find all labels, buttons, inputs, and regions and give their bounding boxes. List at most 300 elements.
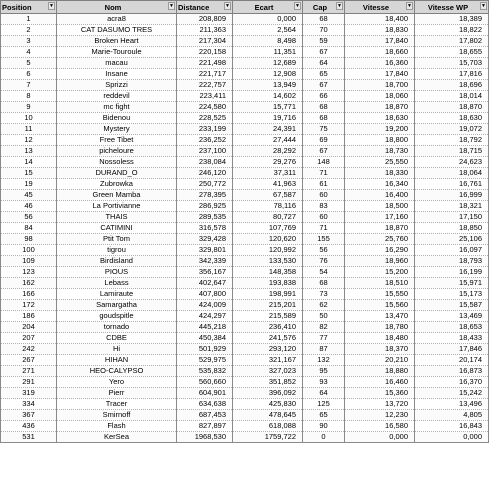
name-cell[interactable]: THAIS — [57, 212, 177, 223]
vitesse-wp-cell[interactable]: 18,793 — [415, 256, 489, 267]
cap-cell[interactable]: 73 — [303, 289, 345, 300]
filter-dropdown-icon[interactable]: ▼ — [295, 3, 300, 9]
position-cell[interactable]: 5 — [1, 58, 57, 69]
distance-cell[interactable]: 221,717 — [177, 69, 233, 80]
ecart-cell[interactable]: 27,444 — [233, 135, 303, 146]
name-cell[interactable]: Free Tibet — [57, 135, 177, 146]
distance-cell[interactable]: 211,363 — [177, 25, 233, 36]
vitesse-wp-cell[interactable]: 16,199 — [415, 267, 489, 278]
vitesse-wp-cell[interactable]: 18,822 — [415, 25, 489, 36]
ecart-cell[interactable]: 24,391 — [233, 124, 303, 135]
position-cell[interactable]: 19 — [1, 179, 57, 190]
name-cell[interactable]: Pierr — [57, 388, 177, 399]
vitesse-cell[interactable]: 0,000 — [345, 432, 415, 443]
cap-cell[interactable]: 59 — [303, 36, 345, 47]
vitesse-cell[interactable]: 13,720 — [345, 399, 415, 410]
table-row — [1, 432, 489, 443]
vitesse-cell[interactable]: 16,580 — [345, 421, 415, 432]
table-row — [1, 179, 489, 190]
name-cell[interactable]: CAT DASUMO TRES — [57, 25, 177, 36]
name-cell[interactable]: acra8 — [57, 14, 177, 25]
cap-cell[interactable]: 65 — [303, 410, 345, 421]
distance-cell[interactable]: 424,297 — [177, 311, 233, 322]
name-cell[interactable]: La Portivianne — [57, 201, 177, 212]
position-cell[interactable]: 8 — [1, 91, 57, 102]
distance-cell[interactable]: 289,535 — [177, 212, 233, 223]
cap-cell[interactable]: 69 — [303, 135, 345, 146]
name-cell[interactable]: PIOUS — [57, 267, 177, 278]
name-cell[interactable]: Samargatha — [57, 300, 177, 311]
vitesse-wp-cell[interactable]: 15,971 — [415, 278, 489, 289]
name-cell[interactable]: Lebass — [57, 278, 177, 289]
distance-cell[interactable]: 233,199 — [177, 124, 233, 135]
name-cell[interactable]: picheloure — [57, 146, 177, 157]
column-header-distance[interactable] — [177, 1, 233, 14]
cap-cell[interactable]: 65 — [303, 69, 345, 80]
position-cell[interactable]: 242 — [1, 344, 57, 355]
vitesse-wp-cell[interactable]: 18,850 — [415, 223, 489, 234]
name-cell[interactable]: tigrou — [57, 245, 177, 256]
table-row — [1, 399, 489, 410]
name-cell[interactable]: Bidenou — [57, 113, 177, 124]
table-body — [1, 14, 489, 443]
ecart-cell[interactable]: 15,771 — [233, 102, 303, 113]
position-cell[interactable]: 13 — [1, 146, 57, 157]
position-cell[interactable]: 45 — [1, 190, 57, 201]
vitesse-cell[interactable]: 12,230 — [345, 410, 415, 421]
distance-cell[interactable]: 224,580 — [177, 102, 233, 113]
cap-cell[interactable]: 68 — [303, 278, 345, 289]
cap-cell[interactable]: 82 — [303, 322, 345, 333]
vitesse-cell[interactable]: 18,960 — [345, 256, 415, 267]
cap-cell[interactable]: 90 — [303, 421, 345, 432]
distance-cell[interactable]: 342,339 — [177, 256, 233, 267]
position-cell[interactable]: 46 — [1, 201, 57, 212]
vitesse-wp-cell[interactable]: 18,792 — [415, 135, 489, 146]
cap-cell[interactable]: 64 — [303, 388, 345, 399]
ecart-cell[interactable]: 236,410 — [233, 322, 303, 333]
position-cell[interactable]: 7 — [1, 80, 57, 91]
distance-cell[interactable]: 250,772 — [177, 179, 233, 190]
position-cell[interactable]: 100 — [1, 245, 57, 256]
name-cell[interactable]: CDBE — [57, 333, 177, 344]
filter-dropdown-icon[interactable]: ▼ — [337, 3, 342, 9]
vitesse-cell[interactable]: 17,160 — [345, 212, 415, 223]
position-cell[interactable]: 367 — [1, 410, 57, 421]
cap-cell[interactable]: 50 — [303, 311, 345, 322]
position-cell[interactable]: 436 — [1, 421, 57, 432]
ecart-cell[interactable]: 215,201 — [233, 300, 303, 311]
position-cell[interactable]: 84 — [1, 223, 57, 234]
ecart-cell[interactable]: 11,351 — [233, 47, 303, 58]
table-row — [1, 322, 489, 333]
cap-cell[interactable]: 61 — [303, 179, 345, 190]
cap-cell[interactable]: 75 — [303, 124, 345, 135]
vitesse-cell[interactable]: 16,290 — [345, 245, 415, 256]
name-cell[interactable]: Yero — [57, 377, 177, 388]
name-cell[interactable]: Lamiraute — [57, 289, 177, 300]
distance-cell[interactable]: 329,801 — [177, 245, 233, 256]
ecart-cell[interactable]: 0,000 — [233, 14, 303, 25]
position-cell[interactable]: 267 — [1, 355, 57, 366]
cap-cell[interactable]: 62 — [303, 300, 345, 311]
vitesse-cell[interactable]: 15,200 — [345, 267, 415, 278]
ecart-cell[interactable]: 120,620 — [233, 234, 303, 245]
ecart-cell[interactable]: 396,092 — [233, 388, 303, 399]
vitesse-wp-cell[interactable]: 16,097 — [415, 245, 489, 256]
distance-cell[interactable]: 501,929 — [177, 344, 233, 355]
cap-cell[interactable]: 60 — [303, 190, 345, 201]
distance-cell[interactable]: 445,218 — [177, 322, 233, 333]
filter-dropdown-icon[interactable]: ▼ — [49, 3, 54, 9]
position-cell[interactable]: 4 — [1, 47, 57, 58]
position-cell[interactable]: 15 — [1, 168, 57, 179]
cap-cell[interactable]: 67 — [303, 80, 345, 91]
distance-cell[interactable]: 424,009 — [177, 300, 233, 311]
filter-dropdown-icon[interactable]: ▼ — [481, 3, 486, 9]
ecart-cell[interactable]: 78,116 — [233, 201, 303, 212]
distance-cell[interactable]: 221,498 — [177, 58, 233, 69]
name-cell[interactable]: macau — [57, 58, 177, 69]
ecart-cell[interactable]: 107,769 — [233, 223, 303, 234]
cap-cell[interactable]: 68 — [303, 102, 345, 113]
ecart-cell[interactable]: 28,292 — [233, 146, 303, 157]
ecart-cell[interactable]: 13,949 — [233, 80, 303, 91]
distance-cell[interactable]: 228,525 — [177, 113, 233, 124]
vitesse-cell[interactable]: 16,360 — [345, 58, 415, 69]
distance-cell[interactable]: 220,158 — [177, 47, 233, 58]
vitesse-cell[interactable]: 16,340 — [345, 179, 415, 190]
vitesse-wp-cell[interactable]: 19,072 — [415, 124, 489, 135]
vitesse-cell[interactable]: 20,210 — [345, 355, 415, 366]
position-cell[interactable]: 11 — [1, 124, 57, 135]
ecart-cell[interactable]: 198,991 — [233, 289, 303, 300]
vitesse-cell[interactable]: 15,550 — [345, 289, 415, 300]
vitesse-cell[interactable]: 18,330 — [345, 168, 415, 179]
ecart-cell[interactable]: 12,908 — [233, 69, 303, 80]
ecart-cell[interactable]: 67,587 — [233, 190, 303, 201]
vitesse-cell[interactable]: 18,800 — [345, 135, 415, 146]
name-cell[interactable]: HEO-CALYPSO — [57, 366, 177, 377]
name-cell[interactable]: Green Mamba — [57, 190, 177, 201]
position-cell[interactable]: 2 — [1, 25, 57, 36]
position-cell[interactable]: 14 — [1, 157, 57, 168]
vitesse-wp-cell[interactable]: 18,696 — [415, 80, 489, 91]
name-cell[interactable]: Smirnoff — [57, 410, 177, 421]
distance-cell[interactable]: 222,757 — [177, 80, 233, 91]
cap-cell[interactable]: 77 — [303, 333, 345, 344]
position-cell[interactable]: 172 — [1, 300, 57, 311]
cap-cell[interactable]: 155 — [303, 234, 345, 245]
vitesse-wp-cell[interactable]: 18,630 — [415, 113, 489, 124]
distance-cell[interactable]: 246,120 — [177, 168, 233, 179]
cap-cell[interactable]: 68 — [303, 14, 345, 25]
vitesse-wp-cell[interactable]: 18,321 — [415, 201, 489, 212]
column-header-vitesse[interactable] — [345, 1, 415, 14]
ecart-cell[interactable]: 133,530 — [233, 256, 303, 267]
distance-cell[interactable]: 687,453 — [177, 410, 233, 421]
cap-cell[interactable]: 64 — [303, 58, 345, 69]
vitesse-cell[interactable]: 18,730 — [345, 146, 415, 157]
distance-cell[interactable]: 827,897 — [177, 421, 233, 432]
name-cell[interactable]: reddevil — [57, 91, 177, 102]
distance-cell[interactable]: 529,975 — [177, 355, 233, 366]
ecart-cell[interactable]: 2,564 — [233, 25, 303, 36]
ecart-cell[interactable]: 321,167 — [233, 355, 303, 366]
vitesse-wp-cell[interactable]: 16,843 — [415, 421, 489, 432]
distance-cell[interactable]: 278,395 — [177, 190, 233, 201]
vitesse-cell[interactable]: 16,400 — [345, 190, 415, 201]
distance-cell[interactable]: 208,809 — [177, 14, 233, 25]
distance-cell[interactable]: 402,647 — [177, 278, 233, 289]
vitesse-cell[interactable]: 18,660 — [345, 47, 415, 58]
filter-dropdown-icon[interactable]: ▼ — [407, 3, 412, 9]
table-row — [1, 355, 489, 366]
name-cell[interactable]: Ptit Tom — [57, 234, 177, 245]
position-cell[interactable]: 204 — [1, 322, 57, 333]
vitesse-cell[interactable]: 18,480 — [345, 333, 415, 344]
distance-cell[interactable]: 634,638 — [177, 399, 233, 410]
ecart-cell[interactable]: 215,589 — [233, 311, 303, 322]
position-cell[interactable]: 162 — [1, 278, 57, 289]
vitesse-wp-cell[interactable]: 15,242 — [415, 388, 489, 399]
ecart-cell[interactable]: 241,576 — [233, 333, 303, 344]
distance-cell[interactable]: 450,384 — [177, 333, 233, 344]
cap-cell[interactable]: 56 — [303, 245, 345, 256]
table-row — [1, 91, 489, 102]
filter-dropdown-icon[interactable]: ▼ — [169, 3, 174, 9]
position-cell[interactable]: 319 — [1, 388, 57, 399]
vitesse-cell[interactable]: 18,400 — [345, 14, 415, 25]
ecart-cell[interactable]: 478,645 — [233, 410, 303, 421]
vitesse-cell[interactable]: 25,550 — [345, 157, 415, 168]
position-cell[interactable]: 109 — [1, 256, 57, 267]
vitesse-cell[interactable]: 13,470 — [345, 311, 415, 322]
position-cell[interactable]: 3 — [1, 36, 57, 47]
ecart-cell[interactable]: 425,830 — [233, 399, 303, 410]
position-cell[interactable]: 271 — [1, 366, 57, 377]
vitesse-wp-cell[interactable]: 18,653 — [415, 322, 489, 333]
ecart-cell[interactable]: 618,088 — [233, 421, 303, 432]
position-cell[interactable]: 6 — [1, 69, 57, 80]
column-header-position[interactable] — [1, 1, 57, 14]
vitesse-wp-cell[interactable]: 18,389 — [415, 14, 489, 25]
cap-cell[interactable]: 76 — [303, 256, 345, 267]
vitesse-wp-cell[interactable]: 17,150 — [415, 212, 489, 223]
name-cell[interactable]: tornado — [57, 322, 177, 333]
vitesse-wp-cell[interactable]: 24,623 — [415, 157, 489, 168]
distance-cell[interactable]: 236,252 — [177, 135, 233, 146]
column-header-cap[interactable] — [303, 1, 345, 14]
vitesse-cell[interactable]: 18,880 — [345, 366, 415, 377]
distance-cell[interactable]: 1968,530 — [177, 432, 233, 443]
name-cell[interactable]: Nossoless — [57, 157, 177, 168]
position-cell[interactable]: 1 — [1, 14, 57, 25]
name-cell[interactable]: DURAND_O — [57, 168, 177, 179]
vitesse-wp-cell[interactable]: 0,000 — [415, 432, 489, 443]
vitesse-wp-cell[interactable]: 16,999 — [415, 190, 489, 201]
name-cell[interactable]: Sprizzi — [57, 80, 177, 91]
vitesse-cell[interactable]: 18,870 — [345, 223, 415, 234]
distance-cell[interactable]: 560,660 — [177, 377, 233, 388]
name-cell[interactable]: mc fight — [57, 102, 177, 113]
vitesse-wp-cell[interactable]: 13,496 — [415, 399, 489, 410]
table-row — [1, 157, 489, 168]
name-cell[interactable]: Tracer — [57, 399, 177, 410]
ecart-cell[interactable]: 1759,722 — [233, 432, 303, 443]
ecart-cell[interactable]: 29,276 — [233, 157, 303, 168]
cap-cell[interactable]: 68 — [303, 113, 345, 124]
distance-cell[interactable]: 356,167 — [177, 267, 233, 278]
vitesse-wp-cell[interactable]: 15,587 — [415, 300, 489, 311]
cap-cell[interactable]: 71 — [303, 168, 345, 179]
name-cell[interactable]: CATIMINI — [57, 223, 177, 234]
position-cell[interactable]: 9 — [1, 102, 57, 113]
distance-cell[interactable]: 535,832 — [177, 366, 233, 377]
distance-cell[interactable]: 238,084 — [177, 157, 233, 168]
cap-cell[interactable]: 95 — [303, 366, 345, 377]
vitesse-wp-cell[interactable]: 16,761 — [415, 179, 489, 190]
position-cell[interactable]: 98 — [1, 234, 57, 245]
distance-cell[interactable]: 329,428 — [177, 234, 233, 245]
vitesse-cell[interactable]: 17,840 — [345, 36, 415, 47]
vitesse-cell[interactable]: 18,630 — [345, 113, 415, 124]
vitesse-cell[interactable]: 18,510 — [345, 278, 415, 289]
vitesse-wp-cell[interactable]: 18,064 — [415, 168, 489, 179]
ecart-cell[interactable]: 120,992 — [233, 245, 303, 256]
column-header-label: Vitesse WP — [427, 2, 469, 12]
vitesse-cell[interactable]: 18,060 — [345, 91, 415, 102]
distance-cell[interactable]: 237,100 — [177, 146, 233, 157]
vitesse-wp-cell[interactable]: 18,014 — [415, 91, 489, 102]
vitesse-cell[interactable]: 19,200 — [345, 124, 415, 135]
table-row — [1, 245, 489, 256]
name-cell[interactable]: Flash — [57, 421, 177, 432]
vitesse-wp-cell[interactable]: 15,173 — [415, 289, 489, 300]
vitesse-wp-cell[interactable]: 18,655 — [415, 47, 489, 58]
name-cell[interactable]: goudspitle — [57, 311, 177, 322]
cap-cell[interactable]: 66 — [303, 91, 345, 102]
ecart-cell[interactable]: 8,498 — [233, 36, 303, 47]
name-cell[interactable]: HIHAN — [57, 355, 177, 366]
cap-cell[interactable]: 67 — [303, 146, 345, 157]
ecart-cell[interactable]: 193,838 — [233, 278, 303, 289]
vitesse-wp-cell[interactable]: 18,433 — [415, 333, 489, 344]
ecart-cell[interactable]: 14,602 — [233, 91, 303, 102]
position-cell[interactable]: 531 — [1, 432, 57, 443]
ecart-cell[interactable]: 12,689 — [233, 58, 303, 69]
vitesse-wp-cell[interactable]: 17,802 — [415, 36, 489, 47]
distance-cell[interactable]: 286,925 — [177, 201, 233, 212]
distance-cell[interactable]: 217,304 — [177, 36, 233, 47]
column-header-nom[interactable] — [57, 1, 177, 14]
vitesse-cell[interactable]: 15,560 — [345, 300, 415, 311]
ecart-cell[interactable]: 19,716 — [233, 113, 303, 124]
table-row — [1, 333, 489, 344]
position-cell[interactable]: 207 — [1, 333, 57, 344]
ecart-cell[interactable]: 327,023 — [233, 366, 303, 377]
ecart-cell[interactable]: 351,852 — [233, 377, 303, 388]
position-cell[interactable]: 291 — [1, 377, 57, 388]
vitesse-wp-cell[interactable]: 16,370 — [415, 377, 489, 388]
vitesse-cell[interactable]: 16,460 — [345, 377, 415, 388]
cap-cell[interactable]: 60 — [303, 212, 345, 223]
ecart-cell[interactable]: 41,963 — [233, 179, 303, 190]
distance-cell[interactable]: 407,800 — [177, 289, 233, 300]
filter-dropdown-icon[interactable]: ▼ — [225, 3, 230, 9]
vitesse-cell[interactable]: 18,870 — [345, 102, 415, 113]
vitesse-cell[interactable]: 17,840 — [345, 69, 415, 80]
name-cell[interactable]: Marie-Touroule — [57, 47, 177, 58]
vitesse-wp-cell[interactable]: 17,846 — [415, 344, 489, 355]
cap-cell[interactable]: 125 — [303, 399, 345, 410]
distance-cell[interactable]: 604,901 — [177, 388, 233, 399]
vitesse-wp-cell[interactable]: 17,816 — [415, 69, 489, 80]
cap-cell[interactable]: 83 — [303, 201, 345, 212]
distance-cell[interactable]: 316,578 — [177, 223, 233, 234]
vitesse-cell[interactable]: 25,760 — [345, 234, 415, 245]
vitesse-wp-cell[interactable]: 15,703 — [415, 58, 489, 69]
ecart-cell[interactable]: 293,120 — [233, 344, 303, 355]
table-row — [1, 102, 489, 113]
cap-cell[interactable]: 71 — [303, 223, 345, 234]
name-cell[interactable]: Zubrowka — [57, 179, 177, 190]
column-header-ecart[interactable] — [233, 1, 303, 14]
cap-cell[interactable]: 54 — [303, 267, 345, 278]
vitesse-wp-cell[interactable]: 18,715 — [415, 146, 489, 157]
position-cell[interactable]: 12 — [1, 135, 57, 146]
vitesse-wp-cell[interactable]: 13,469 — [415, 311, 489, 322]
position-cell[interactable]: 334 — [1, 399, 57, 410]
cap-cell[interactable]: 0 — [303, 432, 345, 443]
name-cell[interactable]: Birdisland — [57, 256, 177, 267]
ecart-cell[interactable]: 37,311 — [233, 168, 303, 179]
vitesse-cell[interactable]: 18,780 — [345, 322, 415, 333]
position-cell[interactable]: 10 — [1, 113, 57, 124]
distance-cell[interactable]: 223,411 — [177, 91, 233, 102]
position-cell[interactable]: 166 — [1, 289, 57, 300]
vitesse-wp-cell[interactable]: 4,805 — [415, 410, 489, 421]
ecart-cell[interactable]: 148,358 — [233, 267, 303, 278]
vitesse-cell[interactable]: 18,700 — [345, 80, 415, 91]
cap-cell[interactable]: 70 — [303, 25, 345, 36]
vitesse-cell[interactable]: 15,360 — [345, 388, 415, 399]
position-cell[interactable]: 186 — [1, 311, 57, 322]
name-cell[interactable]: Broken Heart — [57, 36, 177, 47]
cap-cell[interactable]: 87 — [303, 344, 345, 355]
position-cell[interactable]: 123 — [1, 267, 57, 278]
vitesse-wp-cell[interactable]: 20,174 — [415, 355, 489, 366]
vitesse-cell[interactable]: 18,830 — [345, 25, 415, 36]
name-cell[interactable]: KerSea — [57, 432, 177, 443]
column-header-vitesse-wp[interactable] — [415, 1, 489, 14]
cap-cell[interactable]: 148 — [303, 157, 345, 168]
name-cell[interactable]: Mystery — [57, 124, 177, 135]
vitesse-wp-cell[interactable]: 16,873 — [415, 366, 489, 377]
table-row — [1, 300, 489, 311]
cap-cell[interactable]: 67 — [303, 47, 345, 58]
cap-cell[interactable]: 93 — [303, 377, 345, 388]
position-cell[interactable]: 56 — [1, 212, 57, 223]
vitesse-cell[interactable]: 18,370 — [345, 344, 415, 355]
name-cell[interactable]: Insane — [57, 69, 177, 80]
cap-cell[interactable]: 132 — [303, 355, 345, 366]
ecart-cell[interactable]: 80,727 — [233, 212, 303, 223]
vitesse-wp-cell[interactable]: 25,106 — [415, 234, 489, 245]
name-cell[interactable]: Hi — [57, 344, 177, 355]
vitesse-wp-cell[interactable]: 18,870 — [415, 102, 489, 113]
vitesse-cell[interactable]: 18,500 — [345, 201, 415, 212]
